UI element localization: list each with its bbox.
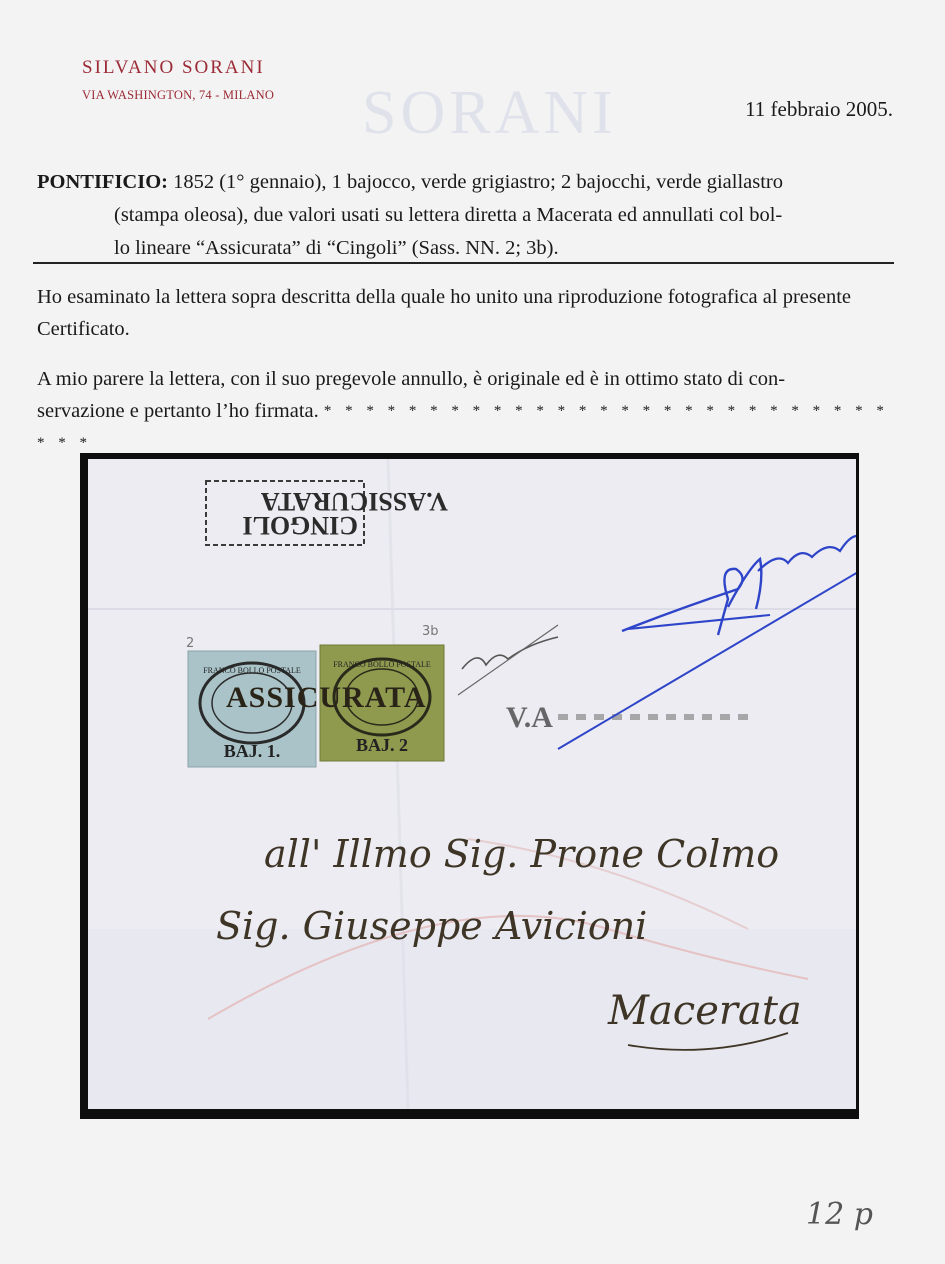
opinion-line-1: A mio parere la lettera, con il suo pregevole annullo, è originale ed è in ottimo stato di con-: [37, 368, 786, 390]
stamp-2-top-text: FRANCO BOLLO POSTALE: [333, 660, 431, 669]
cancel-lower-text: CINGOLI: [242, 511, 358, 540]
letter-illustration: [88, 459, 856, 1109]
description-line-2: (stampa oleosa), due valori usati su lettera diretta a Macerata ed annullati col bol-: [114, 204, 783, 226]
footer-note-text: 12 p: [806, 1197, 873, 1232]
opinion-paragraph: [37, 363, 893, 459]
assicurata-overprint: ASSICURATA: [226, 681, 427, 714]
stamp-1-value: BAJ. 1.: [223, 741, 281, 761]
description-line-3: lo lineare “Assicurata” di “Cingoli” (Sass. NN. 2; 3b).: [114, 237, 559, 259]
watermark: SORANI: [362, 79, 617, 147]
stamp-2-value: BAJ. 2: [355, 735, 409, 755]
star-fill: * * * * * * * * * * * * * * * * * * * * * * * * * * * * * *: [37, 403, 889, 451]
letterhead-name: SILVANO SORANI: [82, 57, 265, 78]
stamp-1-top-text: FRANCO BOLLO POSTALE: [203, 666, 301, 675]
address-line-2: Sig. Giuseppe Avicioni: [216, 904, 648, 948]
address-line-3: Macerata: [608, 988, 802, 1034]
svg-text:V.A: V.A: [506, 701, 553, 734]
pencil-note-left: 2: [186, 636, 195, 651]
letterhead-address: VIA WASHINGTON, 74 - MILANO: [82, 88, 275, 102]
divider: [33, 262, 894, 264]
description-heading: PONTIFICIO:: [37, 171, 168, 193]
examination-paragraph: Ho esaminato la lettera sopra descritta della quale ho unito una riproduzione fotografica al presente Certificato.: [37, 286, 851, 340]
letter-photograph: [80, 453, 859, 1119]
pencil-note-right: 3b: [422, 624, 439, 639]
letter-sheet: [88, 459, 856, 1109]
certificate-date: 11 febbraio 2005.: [745, 97, 893, 121]
pencil-footer-note: [800, 1186, 900, 1251]
description-line-1: 1852 (1° gennaio), 1 bajocco, verde grigiastro; 2 bajocchi, verde giallastro: [167, 171, 784, 193]
stamp-description: [37, 166, 893, 265]
address-line-1: all' Illmo Sig. Prone Colmo: [264, 832, 780, 876]
opinion-line-2: servazione e pertanto l’ho firmata.: [37, 400, 319, 422]
cancel-upper-text: V.ASSICURATA: [260, 487, 448, 516]
